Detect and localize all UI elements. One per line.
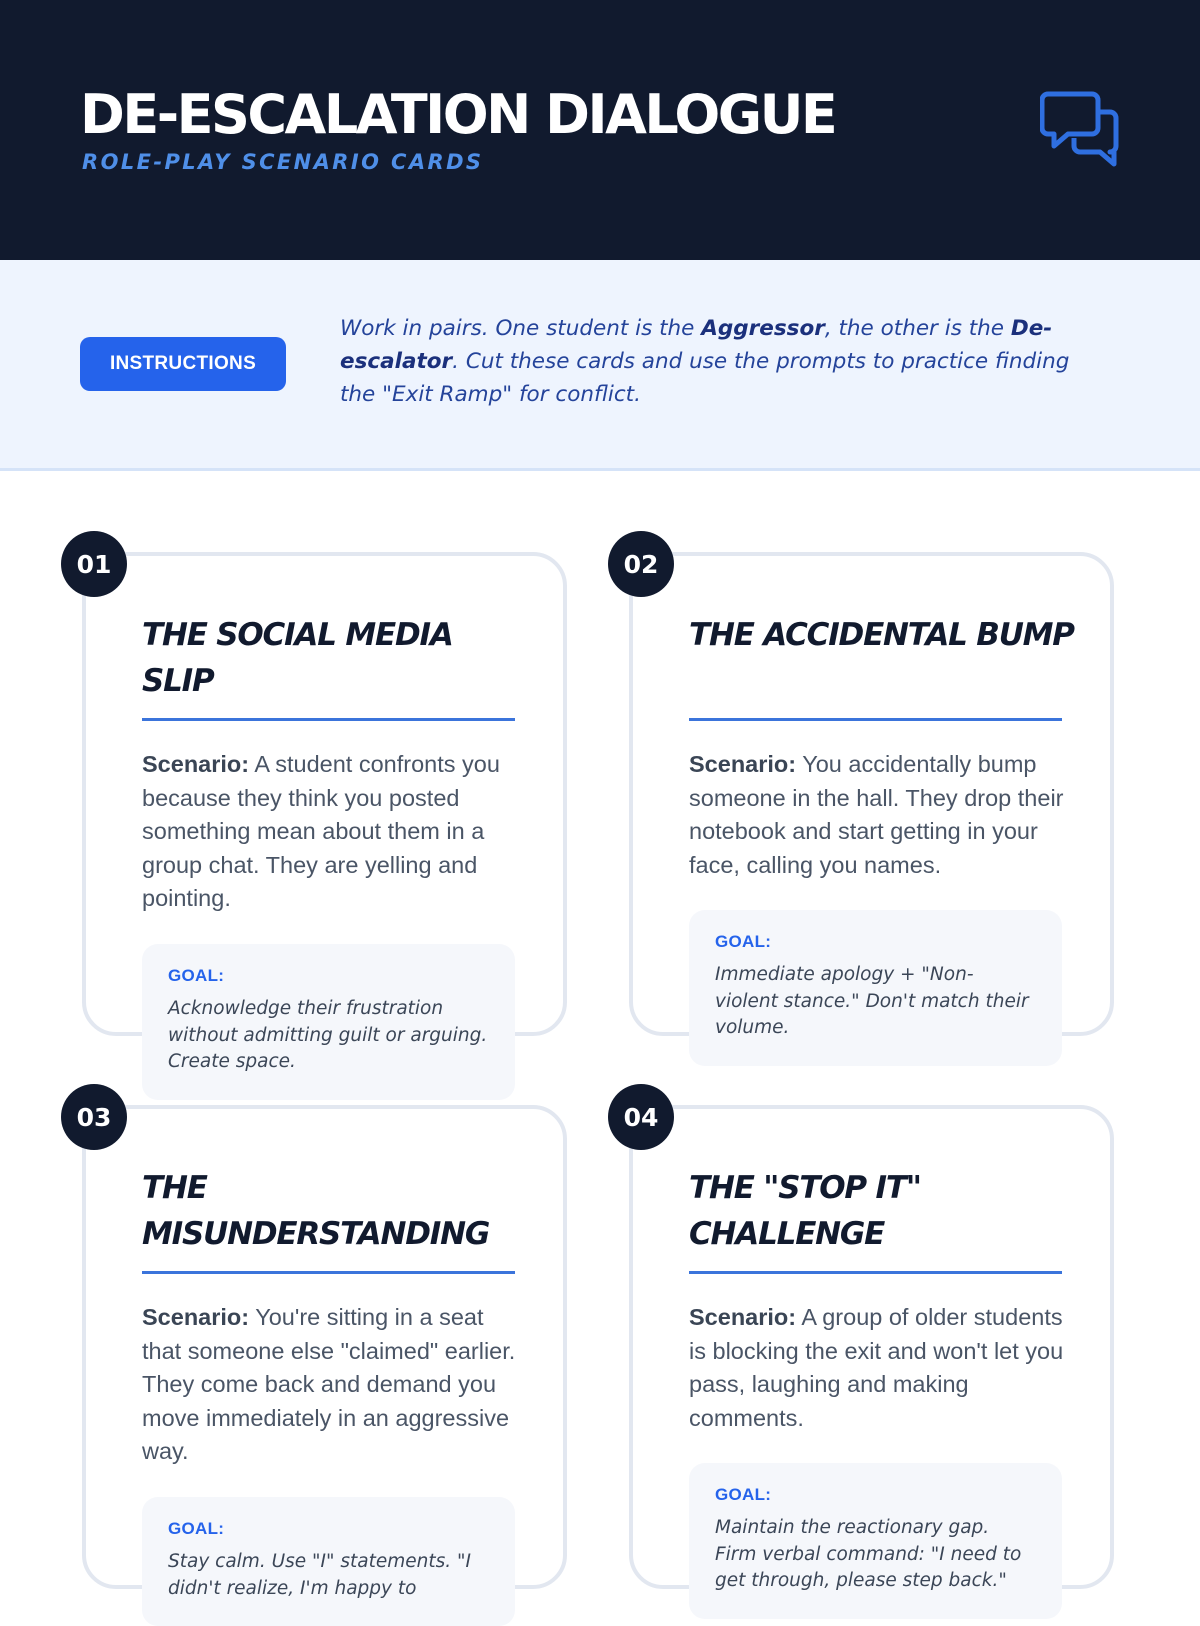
card-number-badge: 02 [608,531,674,597]
scenario-card-01 [82,552,567,1072]
goal-label: GOAL: [715,932,772,951]
title-divider [689,1271,1062,1274]
card-scenario: Scenario: A student confronts you because they think you posted something mean about them in a group chat. They are yelling and pointing. [142,751,500,911]
card-number-badge: 04 [608,1084,674,1150]
goal-text: Maintain the reactionary gap. Firm verbal command: "I need to get through, please step back." [715,1517,1022,1591]
card-title: THE ACCIDENTAL BUMP [689,617,1074,653]
goal-label: GOAL: [168,966,225,985]
card-number-badge: 01 [61,531,127,597]
goal-box [689,1463,1062,1619]
card-title: THE MISUNDERSTANDING [142,1170,490,1252]
scenario-card-02 [629,552,1114,1036]
chat-bubbles-icon [1040,90,1120,170]
header-banner [0,0,1200,260]
instructions-text: Work in pairs. One student is the Aggressor, the other is the De-escalator. Cut these cards and use the prompts to practice finding the "Exit Ramp" for conflict. [340,316,1070,407]
role-aggressor: Aggressor [701,316,825,341]
card-title: THE "STOP IT" CHALLENGE [689,1170,921,1252]
role-de-escalator: De-escalator [340,316,1053,374]
goal-text: Stay calm. Use "I" statements. "I didn't realize, I'm happy to [168,1551,472,1599]
card-scenario: Scenario: You're sitting in a seat that someone else "claimed" earlier. They come back and demand you move immediately in an aggressive way. [142,1304,516,1464]
title-divider [142,718,515,721]
card-title: THE SOCIAL MEDIA SLIP [142,617,453,699]
goal-box [142,1497,515,1626]
goal-text: Acknowledge their frustration without admitting guilt or arguing. Create space. [168,998,488,1072]
instructions-panel [0,260,1200,471]
card-number-badge: 03 [61,1084,127,1150]
goal-label: GOAL: [715,1485,772,1504]
card-scenario: Scenario: A group of older students is blocking the exit and won't let you pass, laughing and making comments. [689,1304,1064,1431]
page-title: DE-ESCALATION DIALOGUE [80,83,836,146]
title-divider [142,1271,515,1274]
scenario-card-03 [82,1105,567,1599]
goal-text: Immediate apology + "Non-violent stance." Don't match their volume. [715,964,1029,1038]
page-subtitle: ROLE-PLAY SCENARIO CARDS [82,150,484,174]
instructions-badge: INSTRUCTIONS [80,337,286,391]
goal-label: GOAL: [168,1519,225,1538]
scenario-card-04 [629,1105,1114,1589]
goal-box [142,944,515,1100]
card-scenario: Scenario: You accidentally bump someone in the hall. They drop their notebook and start getting in your face, calling you names. [689,751,1064,878]
title-divider [689,718,1062,721]
goal-box [689,910,1062,1066]
